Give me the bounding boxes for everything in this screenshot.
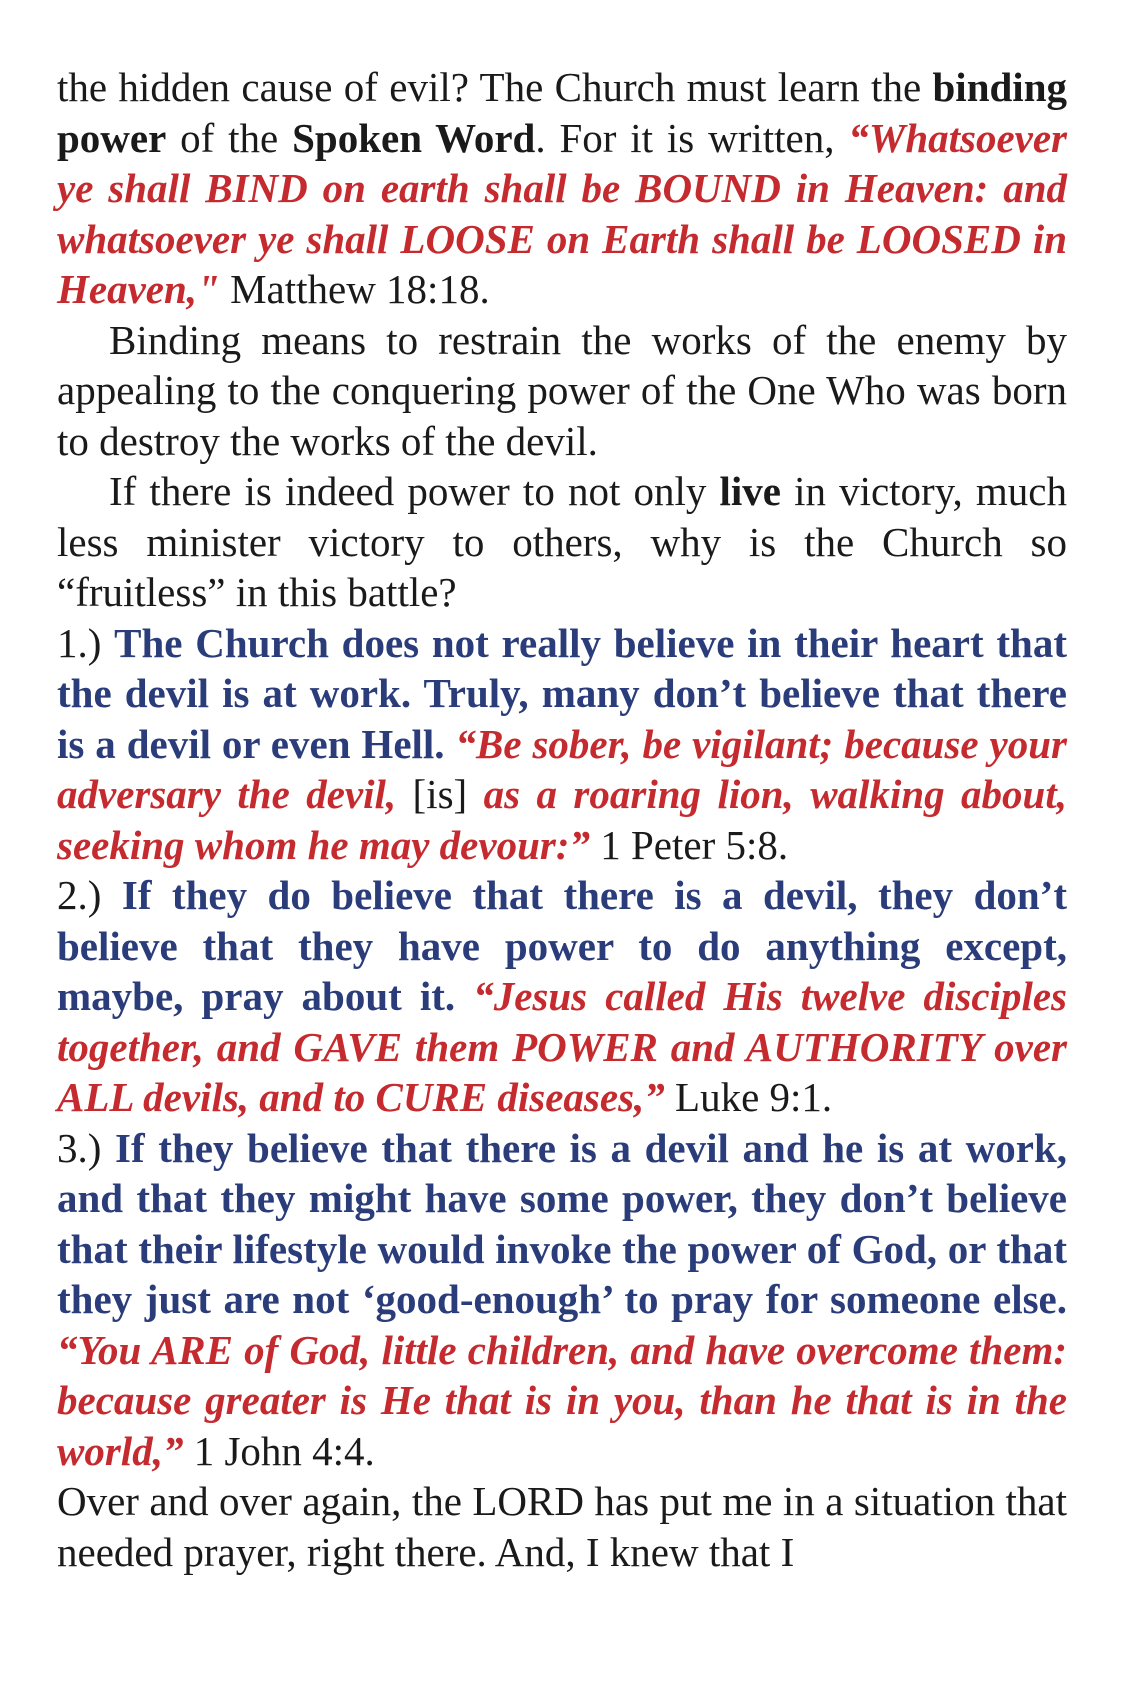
paragraph-text: the hidden cause of evil? The Church must learn the	[57, 64, 933, 110]
paragraph-text: Binding means to restrain the works of the enemy by appealing to the conquering power of the One Who was born to destroy the works of the devil.	[57, 316, 1067, 464]
scripture-reference: Matthew 18:18.	[219, 266, 490, 312]
scripture-reference: Luke 9:1.	[664, 1074, 833, 1120]
scripture-quote-matthew: “Whatsoever ye shall BIND on earth shall be BOUND in Heaven: and whatsoever ye shall LOOSE on Earth shall be LOOSED in Heaven,"	[57, 114, 1068, 312]
paragraph-text: . For it is written,	[535, 114, 849, 161]
list-item-1	[57, 618, 1067, 871]
paragraph-text: Over and over again, the LORD has put me in a situation that needed prayer, right there. And, I knew that I	[57, 1478, 1067, 1575]
emphasis-statement: If they do believe that there is a devil, they don’t believe that they have power to do anything except, maybe, pray about it.	[57, 872, 1067, 1019]
paragraph-text: in victory, much less minister victory to others, why is the Church so “fruitless” in this battle?	[57, 468, 1068, 615]
bold-word-live: live	[719, 468, 781, 514]
paragraph-fruitless-question	[57, 466, 1067, 618]
paragraph-over-and-over	[57, 1476, 1067, 1577]
bold-phrase-spoken-word: Spoken Word	[292, 114, 536, 161]
paragraph-text: of the	[166, 114, 293, 161]
emphasis-statement: If they believe that there is a devil and he is at work, and that they might have some power, they don’t believe that their lifestyle would invoke the power of God, or that they just are not ‘good-enough’ to pray for someone else.	[57, 1124, 1067, 1322]
list-number: 2.)	[57, 872, 122, 918]
scripture-quote-luke: “Jesus called His twelve disciples together, and GAVE them POWER and AUTHORITY over ALL devils, and to CURE diseases,”	[57, 973, 1067, 1120]
scripture-quote-peter-part1: “Be sober, be vigilant; because your adversary the devil,	[57, 720, 1067, 817]
scripture-quote-john: “You ARE of God, little children, and have overcome them: because greater is He that is in you, than he that is in the world,”	[57, 1326, 1067, 1474]
scripture-quote-peter-part2: as a roaring lion, walking about, seeking whom he may devour:”	[57, 771, 1067, 868]
list-number: 1.)	[57, 619, 115, 666]
scripture-reference: 1 Peter 5:8.	[589, 821, 789, 868]
paragraph-binding-power	[57, 62, 1067, 315]
list-item-2	[57, 870, 1067, 1123]
paragraph-text: If there is indeed power to not only	[109, 468, 720, 514]
book-page	[57, 62, 1067, 1577]
emphasis-statement: The Church does not really believe in their heart that the devil is at work. Truly, many don’t believe that there is a devil or even Hell.	[57, 619, 1068, 767]
list-number: 3.)	[57, 1124, 116, 1171]
paragraph-binding-means	[57, 315, 1067, 467]
scripture-reference: 1 John 4:4.	[183, 1427, 375, 1474]
bold-phrase-binding-power: binding power	[57, 64, 1067, 161]
bracket-insert: [is]	[396, 771, 484, 817]
list-item-3	[57, 1123, 1067, 1477]
